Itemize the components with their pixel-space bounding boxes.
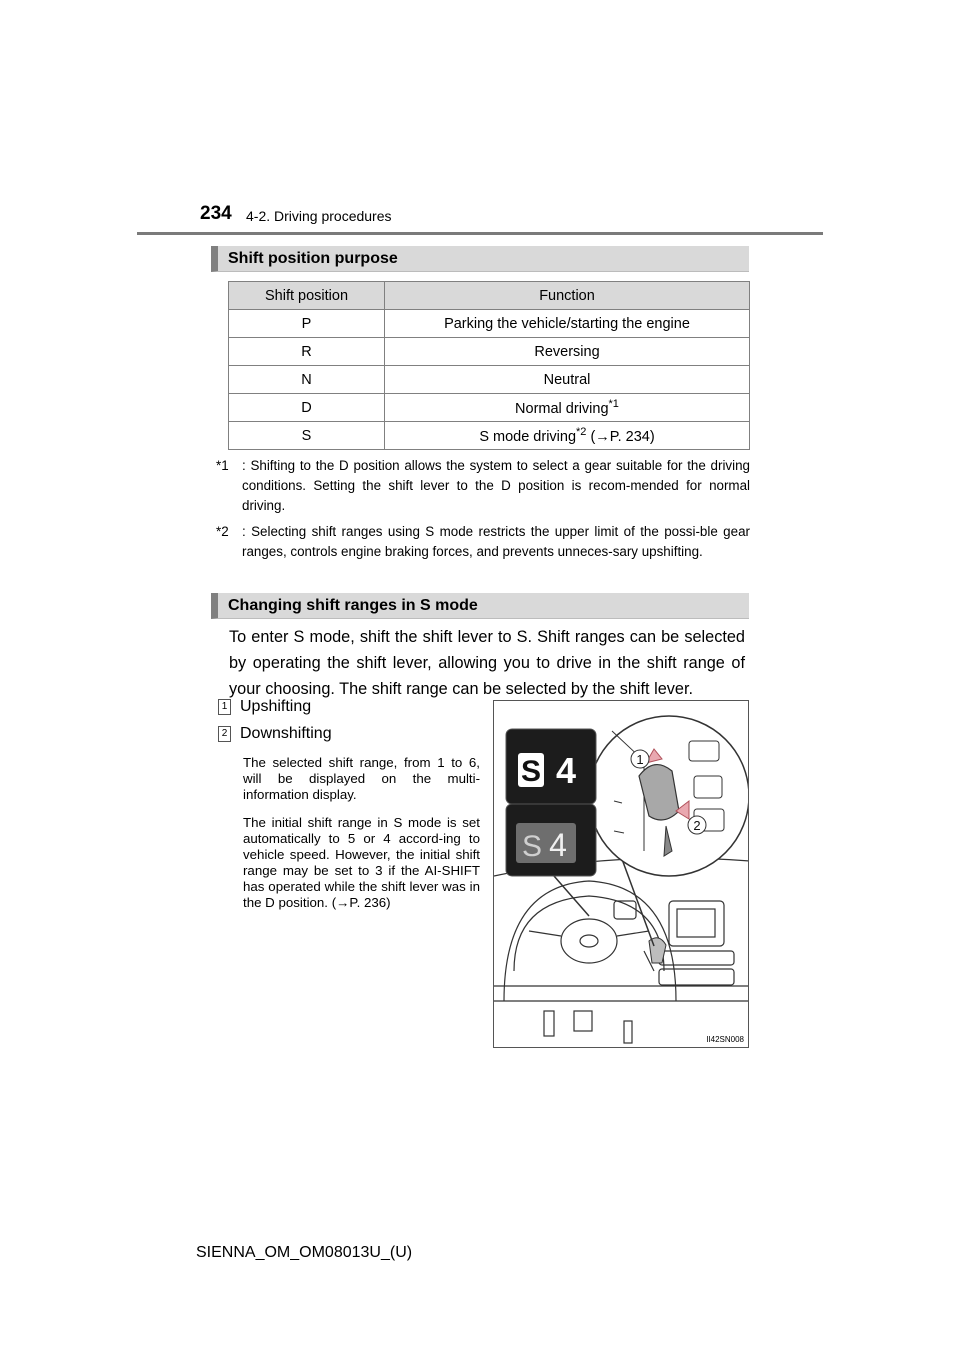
footnote-ref: *2 bbox=[576, 426, 587, 439]
function-text: S mode driving bbox=[479, 428, 577, 445]
section-heading-text: Changing shift ranges in S mode bbox=[228, 597, 478, 614]
footer-doc-id: SIENNA_OM_OM08013U_(U) bbox=[196, 1244, 413, 1261]
footnote-text: : Shifting to the D position allows the system to select a gear suitable for the driving conditions. Setting the shift lever to the D position is recom-mended for normal driving. bbox=[242, 458, 750, 513]
cell-function bbox=[385, 310, 750, 338]
table-row bbox=[229, 310, 750, 338]
column-header: Function bbox=[385, 282, 750, 310]
description-paragraph: The initial shift range in S mode is set automatically to 5 or 4 accord-ing to vehicle speed. However, the initial shift range may be set to 3 if the AI-SHIFT has operated while the shift lever was in the D position. (→P. 236) bbox=[243, 815, 480, 910]
cell-position: P bbox=[229, 310, 385, 338]
cell-position: N bbox=[229, 366, 385, 394]
section-title: 4-2. Driving procedures bbox=[246, 208, 392, 224]
page-number: 234 bbox=[200, 203, 232, 224]
display-s-label: S bbox=[520, 755, 542, 788]
section-heading-s-mode bbox=[211, 593, 749, 619]
display-s-label-muted: S bbox=[521, 830, 543, 863]
function-text: Normal driving bbox=[515, 400, 609, 417]
cell-function bbox=[385, 422, 750, 450]
display-gear-number: 4 bbox=[555, 750, 577, 791]
cell-function bbox=[385, 338, 750, 366]
callout-1: 1 bbox=[636, 752, 644, 767]
step-label: Upshifting bbox=[240, 698, 312, 715]
dashboard-drawing bbox=[494, 701, 749, 1048]
footnote-marker: *1 bbox=[216, 458, 229, 473]
footnote-ref: *1 bbox=[608, 398, 619, 411]
table-row bbox=[229, 422, 750, 450]
footnote-text: : Selecting shift ranges using S mode restricts the upper limit of the possi-ble gear ranges, controls engine braking forces, and prevents unneces-sary upshifting. bbox=[242, 524, 750, 559]
step-upshifting bbox=[218, 698, 311, 716]
table-row bbox=[229, 394, 750, 422]
footnote-marker: *2 bbox=[216, 524, 229, 539]
cell-function bbox=[385, 394, 750, 422]
step-label: Downshifting bbox=[240, 725, 332, 742]
header-divider bbox=[137, 232, 823, 235]
figure-code: II42SN008 bbox=[706, 1035, 744, 1044]
cell-function bbox=[385, 366, 750, 394]
cell-position: R bbox=[229, 338, 385, 366]
table-header-row bbox=[229, 282, 750, 310]
table-row bbox=[229, 338, 750, 366]
section-heading-text: Shift position purpose bbox=[228, 250, 398, 267]
footnote bbox=[216, 522, 750, 562]
column-header: Shift position bbox=[229, 282, 385, 310]
description-paragraph: The selected shift range, from 1 to 6, will be displayed on the multi-information display. bbox=[243, 755, 480, 802]
callout-2: 2 bbox=[693, 818, 701, 833]
shift-position-table bbox=[228, 281, 750, 450]
step-number: 1 bbox=[218, 699, 231, 715]
function-text: Parking the vehicle/starting the engine bbox=[444, 315, 690, 332]
display-gear-number-muted: 4 bbox=[549, 827, 567, 863]
cell-position: D bbox=[229, 394, 385, 422]
cell-position: S bbox=[229, 422, 385, 450]
step-downshifting bbox=[218, 725, 332, 743]
function-text: Reversing bbox=[534, 343, 600, 360]
section-heading-shift-purpose bbox=[211, 246, 749, 272]
table-row bbox=[229, 366, 750, 394]
s-mode-intro: To enter S mode, shift the shift lever to S. Shift ranges can be selected by operating the shift lever, allowing you to drive in the shift range of your choosing. The shift range can be selected by the shift lever. bbox=[229, 628, 745, 698]
footnote bbox=[216, 456, 750, 516]
page-reference: (→P. 234) bbox=[586, 428, 655, 445]
shift-lever-illustration bbox=[493, 700, 749, 1048]
function-text: Neutral bbox=[543, 371, 591, 388]
step-number: 2 bbox=[218, 726, 231, 742]
